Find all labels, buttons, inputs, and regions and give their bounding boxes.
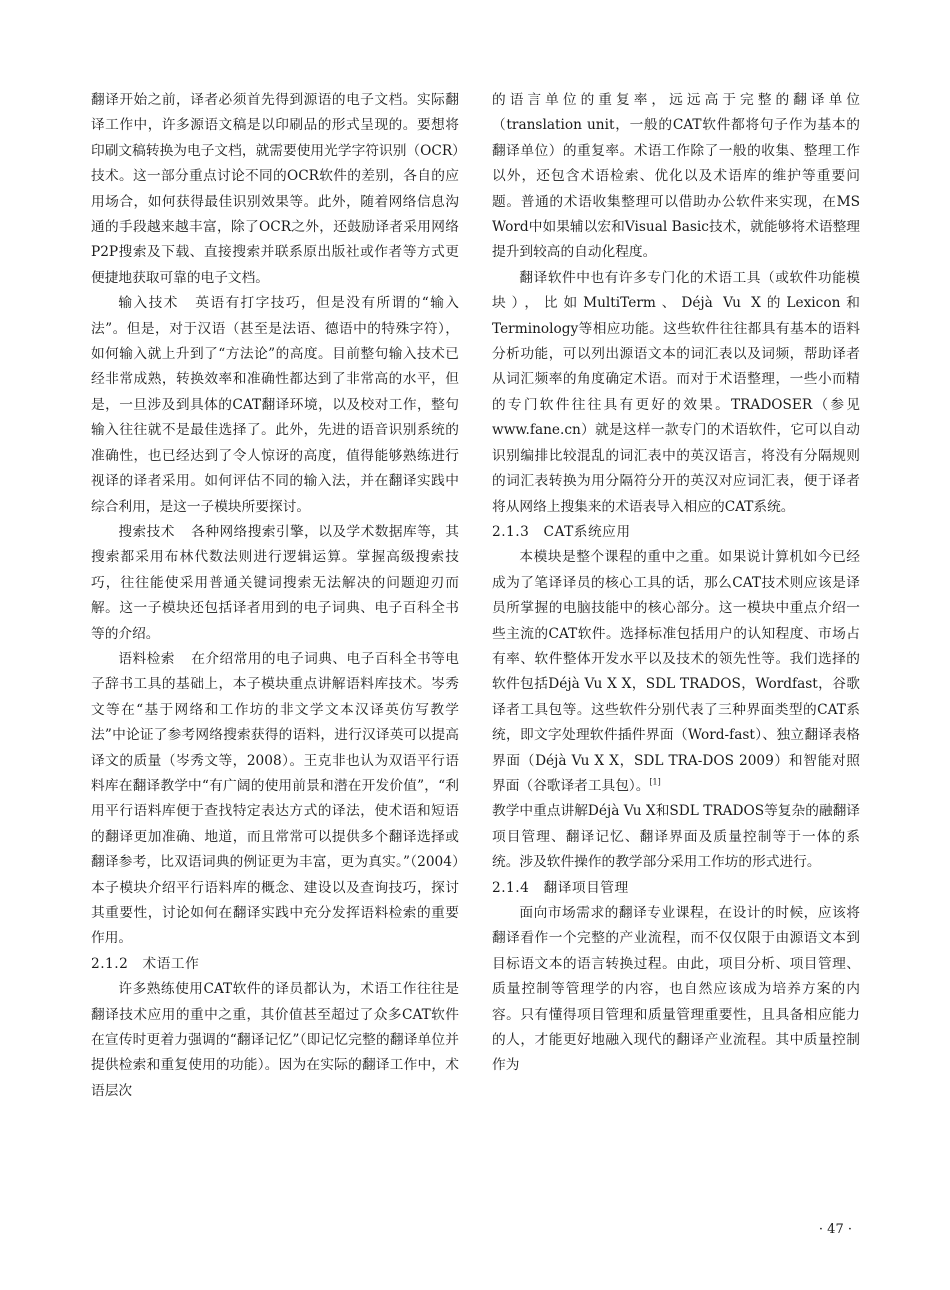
citation-reference: [1] xyxy=(649,777,661,787)
search-technique-text: 各种网络搜索引擎，以及学术数据库等，其搜索都采用布林代数法则进行逻辑运算。掌握高级搜索技巧，往往能使采用普通关键词搜索无法解决的问题迎刃而解。这一子模块还包括译者用到的电子词典、电子百科全书等的介绍。 xyxy=(91,523,459,642)
right-column xyxy=(492,88,860,1079)
paragraph-terminology: 许多熟练使用CAT软件的译员都认为，术语工作往往是翻译技术应用的重中之重，其价值甚至超过了众多CAT软件在宣传时更着力强调的“翻译记忆”（即记忆完整的翻译单位并提供检索和重复使用的功能）。因为在实际的翻译工作中，术语层次 xyxy=(91,981,459,1099)
page-number: · 47 · xyxy=(818,1222,852,1237)
corpus-retrieval-text: 在介绍常用的电子词典、电子百科全书等电子辞书工具的基础上，本子模块重点讲解语料库技术。岑秀文等在“基于网络和工作坊的非文学文本汉译英仿写教学法”中论证了参考网络搜索获得的语料，进行汉译英可以提高译文的质量（岑秀文等，2008）。王克非也认为双语平行语料库在翻译教学中“有广阔的使用前景和潜在开发价值”，“利用平行语料库便于查找特定表达方式的译法，使术语和短语的翻译更加准确、地道，而且常常可以提供多个翻译选择或翻译参考，比双语词典的例证更为丰富，更为真实。”（2004）本子模块介绍平行语料库的概念、建设以及查询技巧，探讨其重要性，讨论如何在翻译实践中充分发挥语料检索的重要作用。 xyxy=(91,650,459,947)
paragraph-ocr: 翻译开始之前，译者必须首先得到源语的电子文档。实际翻译工作中，许多源语文稿是以印刷品的形式呈现的。要想将印刷文稿转换为电子文档，就需要使用光学字符识别（OCR）技术。这一部分重点讨论不同的OCR软件的差别，各自的应用场合，如何获得最佳识别效果等。此外，随着网络信息沟通的手段越来越丰富，除了OCR之外，还鼓励译者采用网络P2P搜索及下载、直接搜索并联系原出版社或作者等方式更便捷地获取可靠的电子文档。 xyxy=(91,92,459,286)
input-technique-text: 英语有打字技巧，但是没有所谓的“输入法”。但是，对于汉语（甚至是法语、德语中的特殊字符），如何输入就上升到了“方法论”的高度。目前整句输入技术已经非常成熟，转换效率和准确性都达到了非常高的水平，但是，一旦涉及到具体的CAT翻译环境，以及校对工作，整句输入往往就不是最佳选择了。此外，先进的语音识别系统的准确性，也已经达到了令人惊讶的高度，值得能够熟练进行视译的译者采用。如何评估不同的输入法，并在翻译实践中综合利用，是这一子模块所要探讨。 xyxy=(91,295,459,515)
paragraph-project-management: 面向市场需求的翻译专业课程，在设计的时候，应该将翻译看作一个完整的产业流程，而不仅仅限于由源语文本到目标语文本的语言转换过程。由此，项目分析、项目管理、质量控制等管理学的内容，也自然应该成为培养方案的内容。只有懂得项目管理和质量管理重要性，且具备相应能力的人，才能更好地融入现代的翻译产业流程。其中质量控制作为 xyxy=(492,905,860,1074)
keyword-input-technique: 输入技术 xyxy=(118,295,179,312)
paragraph-terminology-tools: 翻译软件中也有许多专门化的术语工具（或软件功能模块），比如MultiTerm、Déjà Vu X的Lexicon和Terminology等相应功能。这些软件往往都具有基本的语料分析功能，可以列出源语文本的词汇表以及词频，帮助译者从词汇频率的角度确定术语。而对于术语整理，一些小而精的专门软件往往具有更好的效果。TRADOSER（参见www.fane.cn）就是这样一款专门的术语软件，它可以自动识别编排比较混乱的词汇表中的英汉语言，将没有分隔规则的词汇表转换为用分隔符分开的英汉对应词汇表，便于译者将从网络上搜集来的术语表导入相应的CAT系统。 xyxy=(492,269,860,515)
paragraph-corpus-retrieval xyxy=(91,647,459,952)
keyword-search-technique: 搜索技术 xyxy=(118,523,175,540)
heading-2-1-2: 2.1.2 术语工作 xyxy=(91,955,200,972)
paragraph-terminology-continued: 的语言单位的重复率，远远高于完整的翻译单位（translation unit，一般的CAT软件都将句子作为基本的翻译单位）的重复率。术语工作除了一般的收集、整理工作以外，还包含术语检索、优化以及术语库的维护等重要问题。普通的术语收集整理可以借助办公软件来实现，在MS Word中如果辅以宏和Visual Basic技术，就能够将术语整理提升到较高的自动化程度。 xyxy=(492,92,860,261)
cat-systems-text: 本模块是整个课程的重中之重。如果说计算机如今已经成为了笔译译员的核心工具的话，那么CAT技术则应该是译员所掌握的电脑技能中的核心部分。这一模块中重点介绍一些主流的CAT软件。选择标准包括用户的认知程度、市场占有率、软件整体开发水平以及技术的领先性等。我们选择的软件包括Déjà Vu X X，SDL TRADOS，Wordfast，谷歌译者工具包等。这些软件分别代表了三种界面类型的CAT系统，即文字处理软件插件界面（Word-fast）、独立翻译表格界面（Déjà Vu X X，SDL TRA-DOS 2009）和智能对照界面（谷歌译者工具包）。 xyxy=(492,549,860,794)
paragraph-cat-teaching: 教学中重点讲解Déjà Vu X和SDL TRADOS等复杂的融翻译项目管理、翻译记忆、翻译界面及质量控制等于一体的系统。涉及软件操作的教学部分采用工作坊的形式进行。 xyxy=(492,803,860,871)
paragraph-cat-systems xyxy=(492,545,860,799)
heading-2-1-3: 2.1.3 CAT系统应用 xyxy=(492,523,631,540)
paragraph-input-technique xyxy=(91,291,459,520)
keyword-corpus-retrieval: 语料检索 xyxy=(118,650,175,667)
left-column xyxy=(91,88,459,1104)
heading-2-1-4: 2.1.4 翻译项目管理 xyxy=(492,879,629,896)
paragraph-search-technique xyxy=(91,520,459,647)
